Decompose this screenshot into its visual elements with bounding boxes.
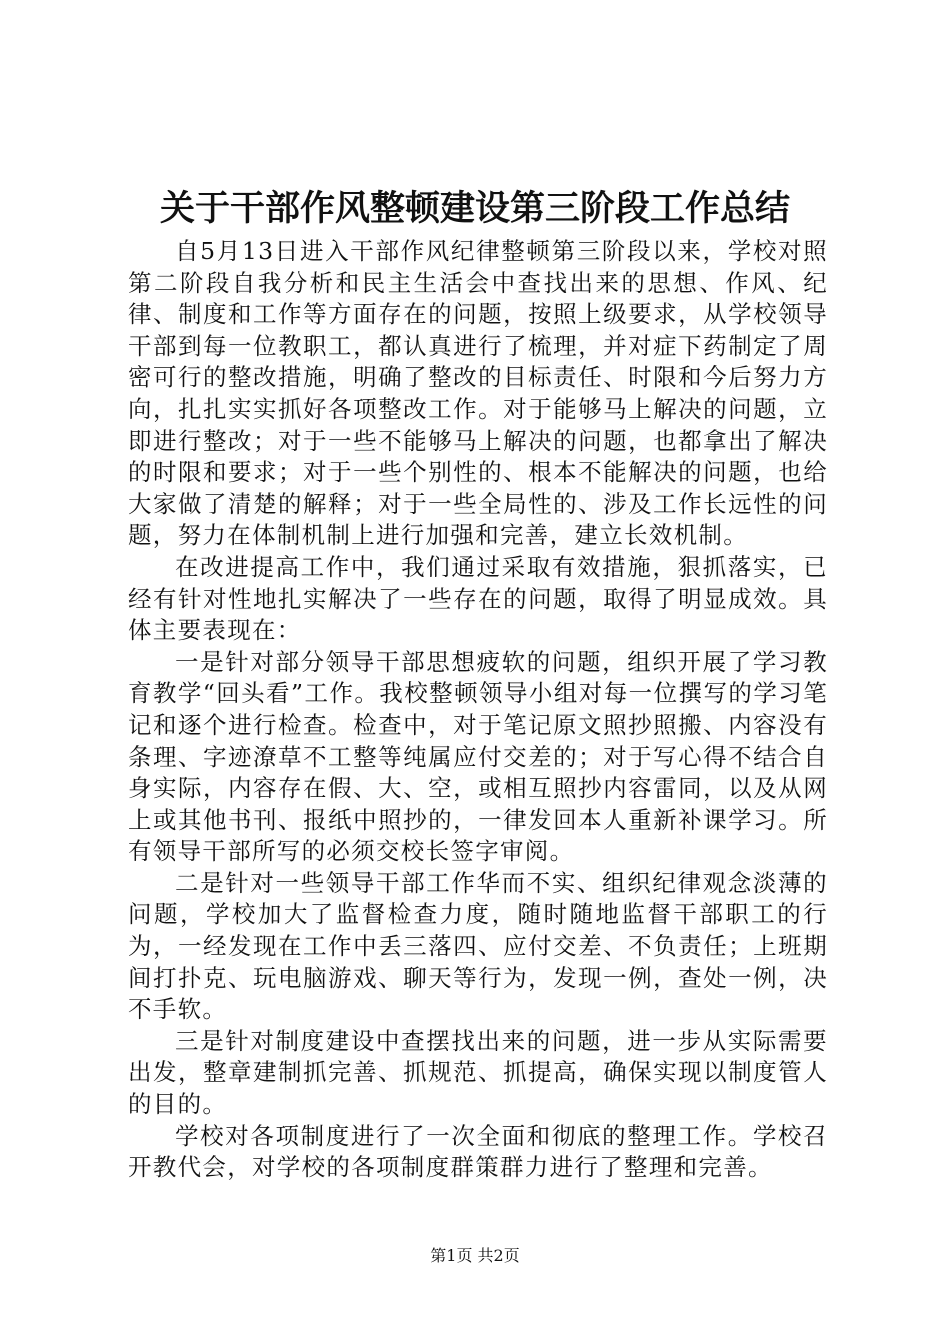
body-paragraph-1: 自5月13日进入干部作风纪律整顿第三阶段以来，学校对照第二阶段自我分析和民主生活会中查找出来的思想、作风、纪律、制度和工作等方面存在的问题，按照上级要求，从学校领导干部到每一位教职工，都认真进行了梳理，并对症下药制定了周密可行的整改措施，明确了整改的目标责任、时限和今后努力方向，扎扎实实抓好各项整改工作。对于能够马上解决的问题，立即进行整改；对于一些不能够马上解决的问题，也都拿出了解决的时限和要求；对于一些个别性的、根本不能解决的问题，也给大家做了清楚的解释；对于一些全局性的、涉及工作长远性的问题，努力在体制机制上进行加强和完善，建立长效机制。 (128, 237, 828, 550)
body-paragraph-5: 三是针对制度建设中查摆找出来的问题，进一步从实际需要出发，整章建制抓完善、抓规范、抓提高，确保实现以制度管人的目的。 (128, 1026, 828, 1119)
body-paragraph-3: 一是针对部分领导干部思想疲软的问题，组织开展了学习教育教学“回头看”工作。我校整顿领导小组对每一位撰写的学习笔记和逐个进行检查。检查中，对于笔记原文照抄照搬、内容没有条理、字迹潦草不工整等纯属应付交差的；对于写心得不结合自身实际，内容存在假、大、空，或相互照抄内容雷同，以及从网上或其他书刊、报纸中照抄的，一律发回本人重新补课学习。所有领导干部所写的必须交校长签字审阅。 (128, 647, 828, 866)
page-number-footer: 第1页 共2页 (430, 1246, 520, 1265)
document-title: 关于干部作风整顿建设第三阶段工作总结 (159, 188, 790, 229)
body-paragraph-6: 学校对各项制度进行了一次全面和彻底的整理工作。学校召开教代会，对学校的各项制度群策群力进行了整理和完善。 (128, 1121, 828, 1182)
body-paragraph-2: 在改进提高工作中，我们通过采取有效措施，狠抓落实，已经有针对性地扎实解决了一些存在的问题，取得了明显成效。具体主要表现在： (128, 552, 828, 645)
body-paragraph-4: 二是针对一些领导干部工作华而不实、组织纪律观念淡薄的问题，学校加大了监督检查力度，随时随地监督干部职工的行为，一经发现在工作中丢三落四、应付交差、不负责任；上班期间打扑克、玩电脑游戏、聊天等行为，发现一例，查处一例，决不手软。 (128, 868, 828, 1024)
document-body (128, 236, 828, 1184)
